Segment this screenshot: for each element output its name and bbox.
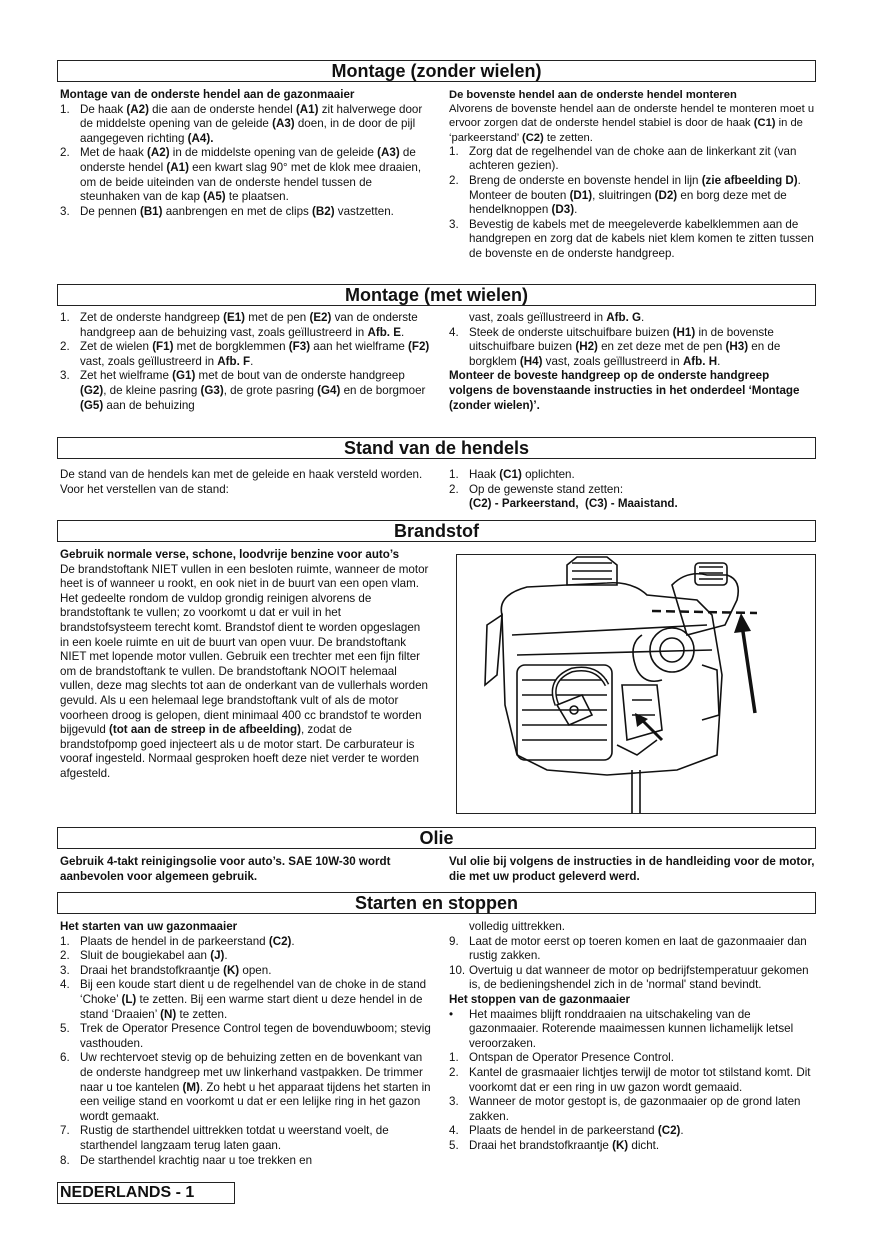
montage-zonder-left-column (60, 88, 430, 219)
list-item: 1. Zorg dat de regelhendel van de choke aan de linkerkant zit (van achteren gezien). (449, 144, 797, 173)
list-item: 7. Rustig de starthendel uittrekken totdat u weerstand voelt, de starthendel langzaam terug laten gaan. (60, 1124, 389, 1152)
list-item: 4. Steek de onderste uitschuifbare buizen (H1) in de bovenste uitschuifbare buizen (H2) en zet deze met de pen (H3) en de borgklem (H4) vast, zoals geïllustreerd in Afb. H. (449, 325, 781, 368)
list-item: 3. Zet het wielframe (G1) met de bout van de onderste handgreep (G2), de kleine pasring (G3), de grote pasring (G4) en de borgmoer (G5) aan de behuizing (60, 369, 426, 412)
list-item: 2. Sluit de bougiekabel aan (J). (60, 949, 228, 963)
engine-illustration (456, 554, 816, 814)
left-heading: Montage van de onderste hendel aan de gazonmaaier (60, 88, 355, 101)
montage-note: Monteer de boveste handgreep op de onderste handgreep volgens de bovenstaande instructies in het onderdeel ‘Montage (zonder wielen)’. (449, 369, 800, 412)
list-item: 5. Trek de Operator Presence Control tegen de bovenduwboom; stevig vasthouden. (60, 1022, 431, 1050)
section-title-montage-met-wielen: Montage (met wielen) (57, 284, 816, 306)
list-item: • Het maaimes blijft ronddraaien na uitschakeling van de gazonmaaier. Roterende maaimessen kunnen lichamelijk letsel veroorzaken. (449, 1007, 794, 1050)
stand-right-column (449, 468, 816, 512)
section-title-stand-van-de-hendels: Stand van de hendels (57, 437, 816, 459)
brandstof-body: De brandstoftank NIET vullen in een besloten ruimte, wanneer de motor heet is of wanneer u rookt, en ook niet in de buurt van een open vlam. Het gedeelte rondom de vuldop grondig reinigen alvorens de brandstoftank te vullen; zo voorkomt u dat er vuil in het brandstofsysteem terecht komt. Brandstof dient te worden opgeslagen in een koele ruimte en uit de buurt van open vuur. De brandstoftank NIET met lopende motor vullen. Gebruik een trechter met een fijn filter om de brandstoftank te vullen. De brandstoftank NOOIT helemaal vullen, deze mag slechts tot aan de onderkant van de vullerhals worden gevuld. Als u een helemaal lege brandstoftank vult of als de motor voorheen droog is gelopen, dient minimaal 400 cc brandstof te worden bijgevuld (tot aan de streep in de afbeelding), zodat de brandstofpomp goed injecteert als u de motor start. De carburateur is vooraf ingesteld. Normaal gesproken hoeft deze niet verder te worden afgesteld. (60, 562, 429, 780)
list-item: 2. Op de gewenste stand zetten: (C2) - Parkeerstand, (C3) - Maaistand. (449, 482, 678, 511)
wielen-steps-list-continued (449, 326, 816, 370)
list-item: 8. De starthendel krachtig naar u toe trekken en (60, 1153, 313, 1167)
list-item: 9. Laat de motor eerst op toeren komen en laat de gazonmaaier dan rustig zakken. (449, 934, 807, 963)
section-title-olie: Olie (57, 827, 816, 849)
step-3-continued: vast, zoals geïllustreerd in Afb. G. (469, 311, 645, 324)
section-title-brandstof: Brandstof (57, 520, 816, 542)
list-item: 10. Overtuig u dat wanneer de motor op bedrijfstemperatuur gekomen is, de bedieningshendel zich in de 'normal' stand bevindt. (449, 963, 809, 992)
brandstof-heading: Gebruik normale verse, schone, loodvrije benzine voor auto’s (60, 548, 400, 561)
starten-right-column (449, 920, 816, 1154)
starten-steps-list (60, 935, 432, 1169)
list-item: 4. Plaats de hendel in de parkeerstand (C2). (449, 1124, 684, 1138)
list-item: 2. Met de haak (A2) in de middelste opening van de geleide (A3) de onderste hendel (A1) een kwart slag 90° met de klok mee draaien, om de beide uiteinden van de onderste hendel tussen de steunhaken van de kap (A5) te plaatsen. (60, 146, 422, 204)
list-item: 3. De pennen (B1) aanbrengen en met de clips (B2) vastzetten. (60, 204, 394, 218)
stand-steps-list (449, 468, 816, 512)
hendel-steps-list (449, 145, 816, 262)
right-heading: De bovenste hendel aan de onderste hendel monteren (449, 89, 737, 101)
montage-steps-list (60, 103, 430, 220)
stoppen-heading: Het stoppen van de gazonmaaier (449, 992, 631, 1006)
stand-left-column (60, 468, 430, 497)
section-title-montage-zonder-wielen: Montage (zonder wielen) (57, 60, 816, 82)
stoppen-steps-list (449, 1008, 816, 1154)
brandstof-left-column (60, 548, 430, 782)
stand-intro: De stand van de hendels kan met de geleide en haak versteld worden. Voor het verstellen van de stand: (60, 468, 423, 496)
starten-left-column (60, 920, 432, 1168)
montage-zonder-right-column (449, 88, 816, 262)
list-item: 1. De haak (A2) die aan de onderste hendel (A1) zit halverwege door de middelste opening van de geleide (A3) doen, in de door de pijl aangegeven richting (A4). (60, 102, 423, 145)
list-item: 1. Plaats de hendel in de parkeerstand (C2). (60, 934, 295, 948)
list-item: 3. Bevestig de kabels met de meegeleverde kabelklemmen aan de handgrepen en zorg dat de kabels niet klem komen te zitten tussen de bovenste en de onderste handgreep. (449, 217, 814, 260)
list-item: 3. Draai het brandstofkraantje (K) open. (60, 963, 272, 977)
starten-steps-list-continued (449, 935, 816, 993)
list-item: 3. Wanneer de motor gestopt is, de gazonmaaier op de grond laten zakken. (449, 1095, 801, 1123)
list-item: 1. Ontspan de Operator Presence Control. (449, 1051, 674, 1065)
wielen-steps-list (60, 311, 430, 413)
list-item: 4. Bij een koude start dient u de regelhendel van de choke in de stand ‘Choke’ (L) te zetten. Bij een warme start dient u deze hendel in de stand ‘Draaien’ (N) te zetten. (60, 978, 427, 1021)
list-item: 6. Uw rechtervoet stevig op de behuizing zetten en de bovenkant van de onderste handgreep met uw linkerhand vastpakken. De trimmer naar u toe kantelen (M). Zo hebt u het apparaat tijdens het starten in een veilige stand en voorkomt u dat er een lelijke ring in het gazon wordt gemaakt. (60, 1051, 431, 1123)
starten-heading: Het starten van uw gazonmaaier (60, 920, 238, 933)
list-item: 2. Zet de wielen (F1) met de borgklemmen (F3) aan het wielframe (F2) vast, zoals geïllustreerd in Afb. F. (60, 340, 430, 368)
montage-met-right-column (449, 311, 816, 413)
list-item: 1. Zet de onderste handgreep (E1) met de pen (E2) van de onderste handgreep aan de behuizing vast, zoals geïllustreerd in Afb. E. (60, 311, 418, 339)
list-item: 2. Breng de onderste en bovenste hendel in lijn (zie afbeelding D). Monteer de bouten (D1), sluitringen (D2) en borg deze met de hendelknoppen (D3). (449, 174, 801, 217)
list-item: 2. Kantel de grasmaaier lichtjes terwijl de motor tot stilstand komt. Dit voorkomt dat er een ring in uw gazon wordt gemaaid. (449, 1065, 811, 1094)
montage-met-left-column (60, 311, 430, 413)
right-intro: Alvorens de bovenste hendel aan de onderste hendel te monteren moet u ervoor zorgen dat de onderste hendel stabiel is door de haak (C1) in de ‘parkeerstand’ (C2) te zetten. (449, 103, 815, 144)
olie-left: Gebruik 4-takt reinigingsolie voor auto’s. SAE 10W-30 wordt aanbevolen voor algemeen gebruik. (60, 855, 391, 883)
list-item: 1. Haak (C1) oplichten. (449, 468, 575, 481)
section-title-starten-en-stoppen: Starten en stoppen (57, 892, 816, 914)
page-footer: NEDERLANDS - 1 (57, 1182, 235, 1204)
olie-right: Vul olie bij volgens de instructies in de handleiding voor de motor, die met uw product geleverd werd. (449, 855, 815, 883)
step-8-continued: volledig uittrekken. (469, 920, 566, 933)
engine-drawing (457, 555, 815, 813)
list-item: 5. Draai het brandstofkraantje (K) dicht. (449, 1138, 660, 1152)
